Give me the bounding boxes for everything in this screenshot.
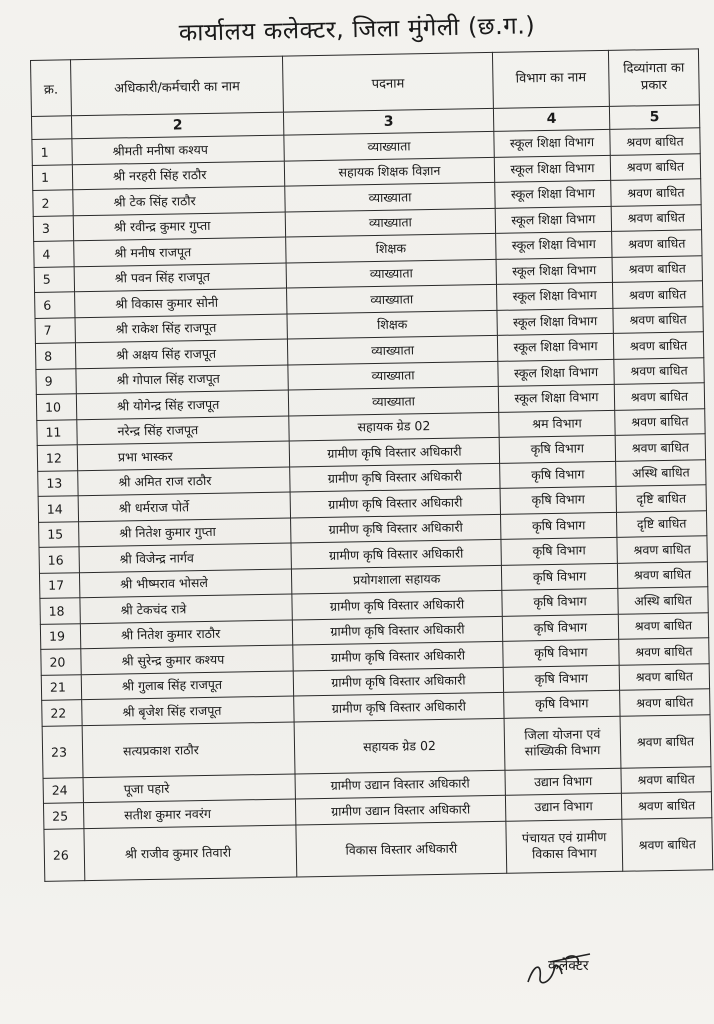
row-disability: श्रवण बाधित [611, 179, 701, 206]
column-number-blank [31, 116, 71, 140]
row-sn: 6 [35, 292, 75, 318]
row-department: स्कूल शिक्षा विभाग [498, 359, 614, 387]
row-disability: दृष्टि बाधित [616, 485, 706, 512]
employee-table [30, 48, 713, 881]
row-sn: 20 [41, 649, 81, 675]
row-disability: श्रवण बाधित [614, 383, 704, 410]
row-name: श्री अमित राज राठौर [78, 467, 290, 496]
row-name: श्री नरहरी सिंह राठौर [72, 161, 284, 190]
row-disability: श्रवण बाधित [619, 663, 709, 690]
row-sn: 24 [43, 777, 83, 803]
employee-table-wrapper [30, 48, 712, 881]
row-designation: ग्रामीण कृषि विस्तार अधिकारी [292, 590, 502, 619]
column-number: 2 [71, 112, 283, 139]
row-name: श्री अक्षय सिंह राजपूत [75, 339, 287, 368]
row-disability: श्रवण बाधित [617, 561, 707, 588]
row-sn: 18 [40, 598, 80, 624]
row-disability: श्रवण बाधित [614, 357, 704, 384]
row-disability: श्रवण बाधित [620, 714, 711, 768]
row-department: कृषि विभाग [503, 639, 619, 667]
row-designation: ग्रामीण कृषि विस्तार अधिकारी [291, 539, 501, 568]
page-title: कार्यालय कलेक्टर, जिला मुंगेली (छ.ग.) [178, 11, 536, 47]
row-name: श्री सुरेन्द्र कुमार कश्यप [81, 645, 293, 674]
row-designation: ग्रामीण कृषि विस्तार अधिकारी [292, 616, 502, 645]
row-sn: 21 [41, 674, 81, 700]
row-department: उद्यान विभाग [505, 793, 621, 821]
row-department: उद्यान विभाग [505, 768, 621, 796]
row-department: श्रम विभाग [499, 410, 615, 438]
row-designation: व्याख्याता [284, 131, 494, 160]
row-name: श्री योगेन्द्र सिंह राजपूत [76, 390, 288, 419]
row-name: सतीश कुमार नवरंग [83, 799, 295, 828]
row-department: स्कूल शिक्षा विभाग [496, 282, 612, 310]
row-disability: श्रवण बाधित [612, 230, 702, 257]
row-designation: ग्रामीण कृषि विस्तार अधिकारी [293, 667, 503, 696]
row-name: श्री गोपाल सिंह राजपूत [76, 365, 288, 394]
row-sn: 22 [42, 700, 82, 726]
header-name: अधिकारी/कर्मचारी का नाम [71, 56, 284, 116]
row-name: पूजा पहारे [83, 773, 295, 802]
row-name: श्री पवन सिंह राजपूत [74, 263, 286, 292]
row-disability: श्रवण बाधित [615, 434, 705, 461]
row-designation: व्याख्याता [288, 386, 498, 415]
row-disability: श्रवण बाधित [622, 817, 713, 871]
row-name: श्री बृजेश सिंह राजपूत [82, 696, 294, 725]
row-sn: 8 [35, 343, 75, 369]
row-department: स्कूल शिक्षा विभाग [498, 384, 614, 412]
row-name: श्री राकेश सिंह राजपूत [75, 314, 287, 343]
row-name: श्रीमती मनीषा कश्यप [72, 135, 284, 164]
row-name: श्री नितेश कुमार गुप्ता [79, 518, 291, 547]
row-sn: 13 [38, 470, 78, 496]
row-designation: सहायक ग्रेड 02 [289, 412, 499, 441]
row-sn: 12 [37, 445, 77, 471]
row-department: कृषि विभाग [501, 537, 617, 565]
row-name: सत्यप्रकाश राठौर [82, 721, 295, 777]
row-name: प्रभा भास्कर [77, 441, 289, 470]
row-name: श्री टेक सिंह राठौर [73, 186, 285, 215]
row-department: स्कूल शिक्षा विभाग [494, 155, 610, 183]
row-designation: व्याख्याता [285, 182, 495, 211]
row-department: स्कूल शिक्षा विभाग [495, 206, 611, 234]
row-department: स्कूल शिक्षा विभाग [496, 257, 612, 285]
row-disability: अस्थि बाधित [618, 587, 708, 614]
row-disability: श्रवण बाधित [617, 536, 707, 563]
row-sn: 2 [33, 190, 73, 216]
row-designation: ग्रामीण कृषि विस्तार अधिकारी [290, 488, 500, 517]
row-department: कृषि विभाग [504, 690, 620, 718]
row-disability: श्रवण बाधित [613, 306, 703, 333]
row-disability: श्रवण बाधित [618, 612, 708, 639]
row-department: स्कूल शिक्षा विभाग [496, 231, 612, 259]
row-designation: ग्रामीण कृषि विस्तार अधिकारी [294, 692, 504, 721]
row-designation: ग्रामीण कृषि विस्तार अधिकारी [289, 437, 499, 466]
row-department: स्कूल शिक्षा विभाग [497, 308, 613, 336]
row-disability: श्रवण बाधित [615, 408, 705, 435]
row-disability: अस्थि बाधित [616, 459, 706, 486]
row-designation: विकास विस्तार अधिकारी [296, 821, 507, 877]
row-designation: व्याख्याता [287, 284, 497, 313]
row-sn: 25 [43, 803, 83, 829]
row-name: श्री भीष्मराव भोसले [79, 569, 291, 598]
row-department: कृषि विभाग [500, 512, 616, 540]
row-designation: शिक्षक [286, 233, 496, 262]
row-name: श्री विजेन्द्र नार्गव [79, 543, 291, 572]
header-department: विभाग का नाम [492, 50, 609, 108]
row-name: श्री मनीष राजपूत [74, 237, 286, 266]
row-disability: दृष्टि बाधित [616, 510, 706, 537]
row-sn: 1 [32, 139, 72, 165]
row-disability: श्रवण बाधित [612, 281, 702, 308]
header-designation: पदनाम [282, 52, 493, 112]
row-department: कृषि विभाग [500, 461, 616, 489]
row-department: कृषि विभाग [500, 486, 616, 514]
row-sn: 15 [39, 521, 79, 547]
row-department: स्कूल शिक्षा विभाग [494, 129, 610, 157]
row-name: श्री टेकचंद रात्रे [80, 594, 292, 623]
row-department: जिला योजना एवं सांख्यिकी विभाग [504, 716, 621, 770]
row-designation: ग्रामीण कृषि विस्तार अधिकारी [291, 514, 501, 543]
row-designation: ग्रामीण उद्यान विस्तार अधिकारी [295, 770, 505, 799]
row-sn: 5 [34, 266, 74, 292]
row-department: कृषि विभाग [499, 435, 615, 463]
row-designation: ग्रामीण कृषि विस्तार अधिकारी [293, 641, 503, 670]
row-disability: श्रवण बाधित [613, 332, 703, 359]
row-department: पंचायत एवं ग्रामीण विकास विभाग [506, 819, 623, 873]
row-disability: श्रवण बाधित [611, 204, 701, 231]
row-designation: व्याख्याता [287, 335, 497, 364]
row-department: कृषि विभाग [502, 614, 618, 642]
row-designation: व्याख्याता [286, 259, 496, 288]
row-name: श्री गुलाब सिंह राजपूत [81, 670, 293, 699]
row-designation: शिक्षक [287, 310, 497, 339]
row-name: श्री राजीव कुमार तिवारी [84, 824, 297, 880]
row-disability: श्रवण बाधित [621, 792, 711, 819]
header-sn: क्र. [31, 60, 72, 117]
row-disability: श्रवण बाधित [620, 689, 710, 716]
row-designation: प्रयोगशाला सहायक [291, 565, 501, 594]
row-sn: 11 [37, 419, 77, 445]
header-disability: दिव्यांगता का प्रकार [608, 49, 699, 107]
row-sn: 19 [40, 623, 80, 649]
row-sn: 10 [36, 394, 76, 420]
row-disability: श्रवण बाधित [610, 128, 700, 155]
signature-label: कलेक्टर [548, 958, 589, 974]
row-sn: 4 [34, 241, 74, 267]
row-sn: 14 [38, 496, 78, 522]
table-body [32, 128, 713, 881]
row-name: श्री नितेश कुमार राठौर [80, 620, 292, 649]
column-number: 5 [609, 105, 699, 130]
row-designation: सहायक ग्रेड 02 [294, 718, 505, 774]
row-department: कृषि विभाग [501, 563, 617, 591]
row-department: कृषि विभाग [503, 665, 619, 693]
row-name: श्री रवीन्द्र कुमार गुप्ता [73, 212, 285, 241]
table-row [44, 817, 713, 881]
row-sn: 7 [35, 317, 75, 343]
row-name: नरेन्द्र सिंह राजपूत [77, 416, 289, 445]
column-number: 4 [493, 106, 609, 131]
row-department: स्कूल शिक्षा विभाग [495, 180, 611, 208]
row-name: श्री धर्मराज पोर्ते [78, 492, 290, 521]
row-designation: सहायक शिक्षक विज्ञान [284, 157, 494, 186]
row-sn: 1 [32, 164, 72, 190]
row-disability: श्रवण बाधित [612, 255, 702, 282]
row-disability: श्रवण बाधित [621, 766, 711, 793]
column-number: 3 [283, 108, 493, 135]
row-disability: श्रवण बाधित [610, 153, 700, 180]
row-sn: 9 [36, 368, 76, 394]
row-designation: ग्रामीण कृषि विस्तार अधिकारी [290, 463, 500, 492]
row-designation: ग्रामीण उद्यान विस्तार अधिकारी [295, 795, 505, 824]
row-name: श्री विकास कुमार सोनी [75, 288, 287, 317]
row-sn: 26 [44, 828, 85, 881]
row-disability: श्रवण बाधित [619, 638, 709, 665]
row-designation: व्याख्याता [285, 208, 495, 237]
row-sn: 23 [42, 725, 83, 778]
row-designation: व्याख्याता [288, 361, 498, 390]
row-sn: 17 [39, 572, 79, 598]
row-sn: 16 [39, 547, 79, 573]
row-department: स्कूल शिक्षा विभाग [497, 333, 613, 361]
row-sn: 3 [33, 215, 73, 241]
row-department: कृषि विभाग [502, 588, 618, 616]
